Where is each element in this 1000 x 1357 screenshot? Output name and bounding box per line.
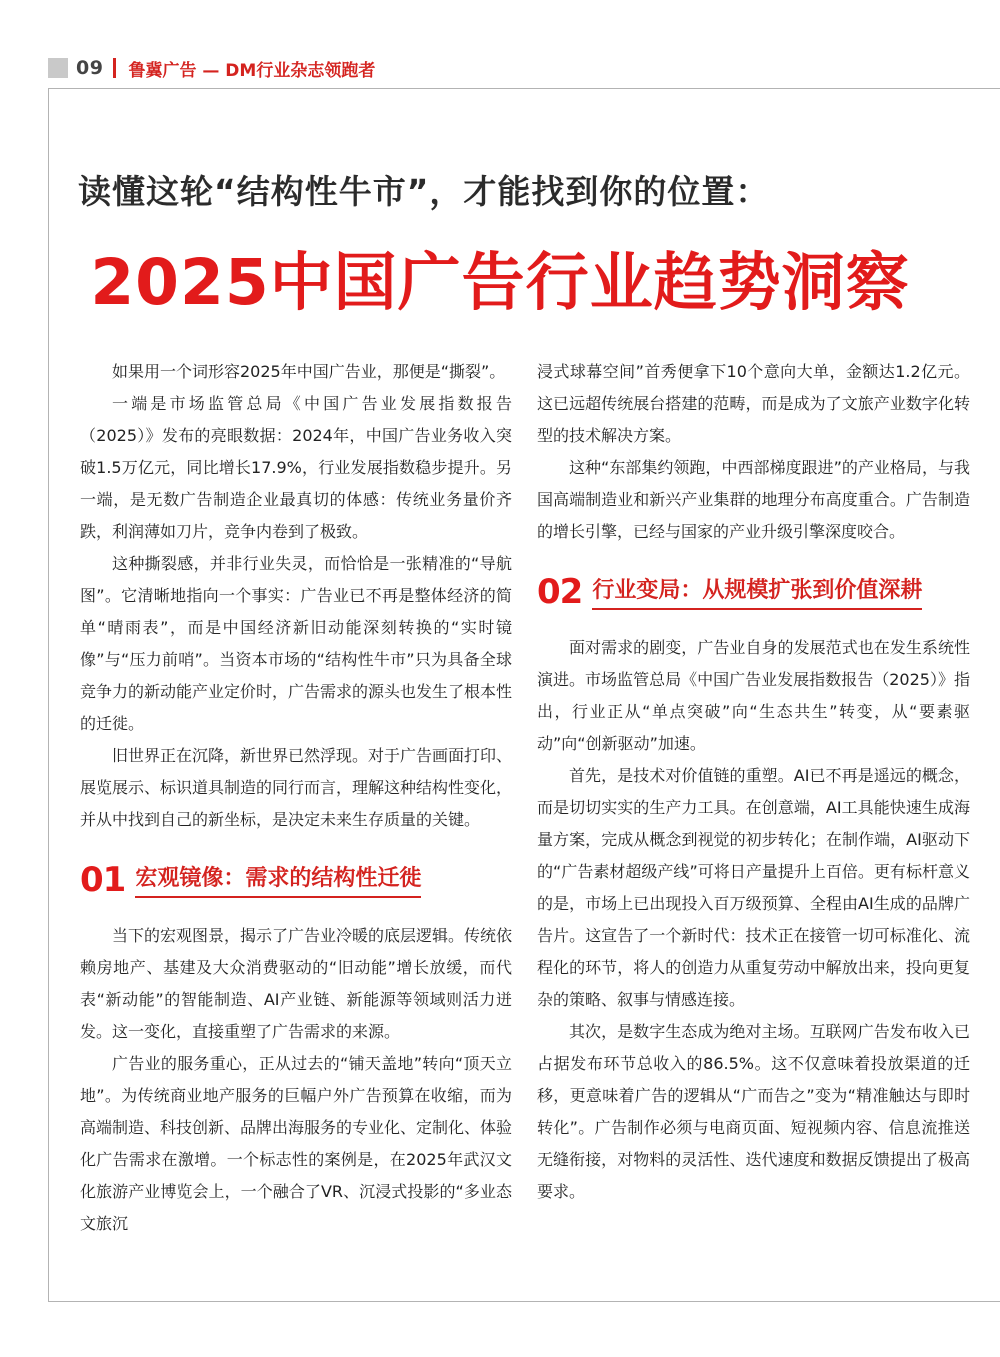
intro-paragraph: 这种撕裂感，并非行业失灵，而恰恰是一张精准的“导航图”。它清晰地指向一个事实：广告业已不再是整体经济的简单“晴雨表”，而是中国经济新旧动能深刻转换的“实时镜像”与“压力前哨”。当资本市场的“结构性牛市”只为具备全球竞争力的新动能产业定价时，广告需求的源头也发生了根本性的迁徙。	[80, 554, 513, 733]
header-gray-block	[48, 58, 68, 78]
section-1-number: 01	[80, 860, 126, 900]
section-1-paragraph: 这种“东部集约领跑，中西部梯度跟进”的产业格局，与我国高端制造业和新兴产业集群的地理分布高度重合。广告制造的增长引擎，已经与国家的产业升级引擎深度咬合。	[537, 458, 970, 541]
magazine-brand: 鲁冀广告 — DM行业杂志领跑者	[128, 60, 376, 81]
section-1-heading	[80, 854, 512, 898]
section-2-heading	[537, 566, 970, 610]
article-subtitle: 读懂这轮“结构性牛市”，才能找到你的位置：	[78, 172, 770, 211]
intro-paragraph: 旧世界正在沉降，新世界已然浮现。对于广告画面打印、展览展示、标识道具制造的同行而言，理解这种结构性变化，并从中找到自己的新坐标，是决定未来生存质量的关键。	[80, 746, 513, 829]
article-title: 2025中国广告行业趋势洞察	[90, 246, 910, 319]
section-1-continued-paragraph: 浸式球幕空间”首秀便拿下10个意向大单，金额达1.2亿元。这已远超传统展台搭建的范畴，而是成为了文旅产业数字化转型的技术解决方案。	[537, 362, 970, 445]
intro-paragraph: 一端是市场监管总局《中国广告业发展指数报告（2025）》发布的亮眼数据：2024年，中国广告业务收入突破1.5万亿元，同比增长17.9%，行业发展指数稳步提升。另一端，是无数广告制造企业最真切的体感：传统业务量价齐跌，利润薄如刀片，竞争内卷到了极致。	[80, 394, 512, 541]
page-header	[48, 56, 375, 80]
right-column	[537, 356, 970, 1208]
page-number: 09	[76, 57, 104, 79]
section-2-paragraph: 首先，是技术对价值链的重塑。AI已不再是遥远的概念，而是切切实实的生产力工具。在创意端，AI工具能快速生成海量方案，完成从概念到视觉的初步转化；在制作端，AI驱动下的“广告素材超级产线”可将日产量提升上百倍。更有标杆意义的是，市场上已出现投入百万级预算、全程由AI生成的品牌广告片。这宣告了一个新时代：技术正在接管一切可标准化、流程化的环节，将人的创造力从重复劳动中解放出来，投向更复杂的策略、叙事与情感连接。	[537, 766, 970, 1009]
section-2-number: 02	[537, 572, 583, 612]
section-1-paragraph: 当下的宏观图景，揭示了广告业冷暖的底层逻辑。传统依赖房地产、基建及大众消费驱动的“旧动能”增长放缓，而代表“新动能”的智能制造、AI产业链、新能源等领域则活力迸发。这一变化，直接重塑了广告需求的来源。	[80, 926, 513, 1041]
intro-paragraph: 如果用一个词形容2025年中国广告业，那便是“撕裂”。	[112, 362, 506, 381]
section-2-title: 行业变局：从规模扩张到价值深耕	[592, 576, 922, 610]
left-column	[80, 356, 512, 1240]
section-2-paragraph: 其次，是数字生态成为绝对主场。互联网广告发布收入已占据发布环节总收入的86.5%。这不仅意味着投放渠道的迁移，更意味着广告的逻辑从“广而告之”变为“精准触达与即时转化”。广告制作必须与电商页面、短视频内容、信息流推送无缝衔接，对物料的灵活性、迭代速度和数据反馈提出了极高要求。	[537, 1022, 970, 1201]
header-divider	[113, 58, 116, 78]
section-1-paragraph: 广告业的服务重心，正从过去的“铺天盖地”转向“顶天立地”。为传统商业地产服务的巨幅户外广告预算在收缩，而为高端制造、科技创新、品牌出海服务的专业化、定制化、体验化广告需求在激增。一个标志性的案例是，在2025年武汉文化旅游产业博览会上，一个融合了VR、沉浸式投影的“多业态文旅沉	[80, 1054, 513, 1233]
section-2-paragraph: 面对需求的剧变，广告业自身的发展范式也在发生系统性演进。市场监管总局《中国广告业发展指数报告（2025）》指出，行业正从“单点突破”向“生态共生”转变，从“要素驱动”向“创新驱动”加速。	[537, 638, 970, 753]
section-1-title: 宏观镜像：需求的结构性迁徙	[135, 864, 421, 898]
